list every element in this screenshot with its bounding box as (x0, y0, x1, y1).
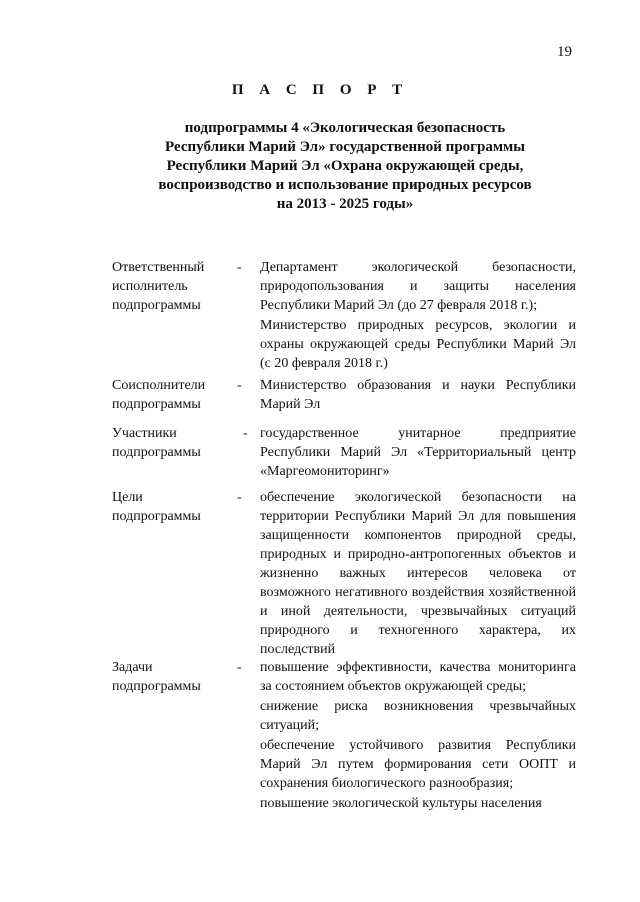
row-paragraph: обеспечение устойчивого развития Республики Марий Эл путем формирования сети ООПТ и сохранения биологического разнообразия; (260, 738, 576, 791)
row-label: Участники подпрограммы (112, 426, 201, 460)
row-paragraph: повышение эффективности, качества мониторинга за состоянием объектов окружающей среды; (260, 660, 576, 694)
row-dash: - (243, 426, 248, 441)
row-paragraph: Министерство природных ресурсов, экологии и охраны окружающей среды Республики Марий Эл (с 20 февраля 2018 г.) (260, 318, 576, 371)
row-paragraph: снижение риска возникновения чрезвычайных ситуаций; (260, 699, 576, 733)
row-label: Задачи подпрограммы (112, 660, 201, 694)
row-paragraph: Департамент экологической безопасности, природопользования и защиты населения Республики Марий Эл (до 27 февраля 2018 г.); (260, 260, 576, 313)
row-value (260, 658, 576, 813)
row-label: Цели подпрограммы (112, 490, 201, 524)
subtitle-line: Республики Марий Эл «Охрана окружающей среды, (166, 158, 524, 174)
document-title: П А С П О Р Т (231, 82, 409, 98)
row-value (260, 488, 576, 659)
row-value (260, 376, 576, 414)
row-value (260, 258, 576, 373)
row-dash: - (237, 378, 242, 393)
row-label: Соисполнители подпрограммы (112, 378, 206, 412)
row-dash: - (237, 660, 242, 675)
row-value (260, 424, 576, 481)
row-paragraph: повышение экологической культуры населения (260, 796, 542, 811)
subtitle-line: подпрограммы 4 «Экологическая безопасность (184, 120, 506, 136)
subtitle-line: воспроизводство и использование природных ресурсов (158, 177, 532, 193)
subtitle-line: Республики Марий Эл» государственной программы (165, 139, 525, 155)
row-paragraph: обеспечение экологической безопасности на территории Республики Марий Эл для повышения защищенности компонентов природной среды, природных и природно-антропогенных объектов и жизненно важных интересов человека от возможного негативного воздействия хозяйственной и иной деятельности, чрезвычайных ситуаций природного и техногенного характера, их последствий (260, 490, 576, 657)
subtitle-line: на 2013 - 2025 годы» (276, 196, 414, 212)
row-dash: - (237, 490, 242, 505)
page-number: 19 (557, 44, 572, 60)
row-label: Ответственный исполнитель подпрограммы (112, 260, 205, 313)
row-paragraph: Министерство образования и науки Республики Марий Эл (260, 378, 576, 412)
document-subtitle (110, 119, 580, 214)
row-paragraph: государственное унитарное предприятие Республики Марий Эл «Территориальный центр «Маргеомониторинг» (260, 426, 576, 479)
row-dash: - (237, 260, 242, 275)
